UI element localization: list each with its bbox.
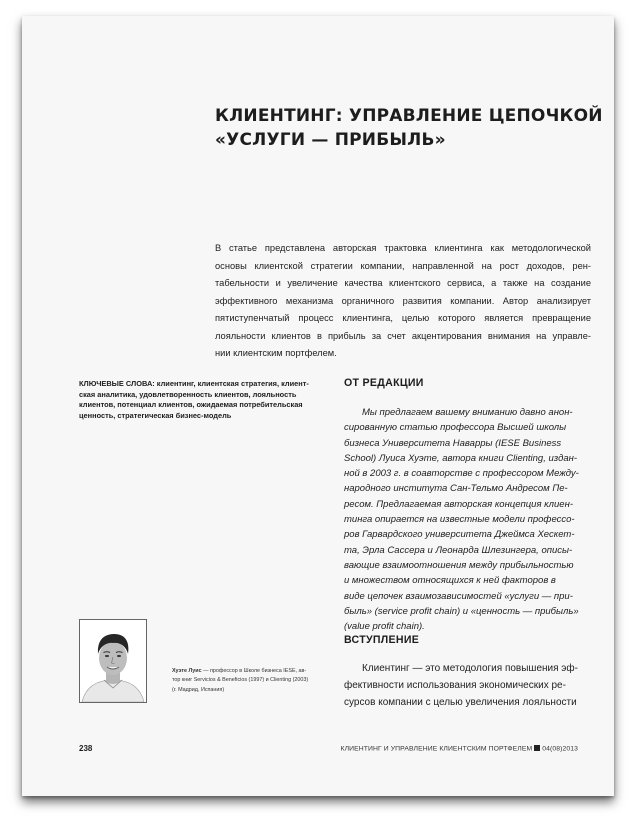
article-title-line: «УСЛУГИ — ПРИБЫЛЬ» bbox=[215, 130, 446, 150]
intro-line: Клиентинг — это методология повышения эф- bbox=[362, 663, 578, 674]
abstract-line: эффективного механизма органичного развития компании. Автор анализирует bbox=[215, 295, 591, 306]
editorial-line: быль» (service profit chain) и «ценность — прибыль» bbox=[344, 605, 579, 617]
keywords-line: КЛЮЧЕВЫЕ СЛОВА: клиентинг, клиентская стратегия, клиент- bbox=[79, 379, 309, 388]
author-portrait-icon bbox=[80, 620, 146, 702]
abstract-line: нии клиентским портфелем. bbox=[215, 348, 337, 358]
keywords-line: ская аналитика, удовлетворенность клиентов, лояльность bbox=[79, 389, 297, 399]
author-name: Хуэте Луис bbox=[172, 668, 202, 674]
author-caption-line bbox=[172, 667, 332, 676]
editorial-heading: ОТ РЕДАКЦИИ bbox=[344, 377, 424, 389]
editorial-line: народного института Сан-Тельмо Андресом Пе- bbox=[344, 483, 568, 495]
author-caption bbox=[172, 667, 332, 695]
keywords-block bbox=[79, 379, 319, 421]
intro-text bbox=[344, 660, 594, 712]
editorial-line: и множеством относящихся к ней факторов в bbox=[344, 575, 556, 587]
editorial-line: та, Эрла Сассера и Леонарда Шлезингера, описы- bbox=[344, 544, 573, 556]
article-title bbox=[215, 104, 603, 152]
abstract-line: пятиступенчатый процесс клиентинга, целью которого является превращение bbox=[215, 313, 591, 323]
keywords-line: клиентов, потенциал клиентов, ожидаемая потребительская bbox=[79, 400, 303, 410]
editorial-line: виде цепочек взаимозависимостей «услуги — при- bbox=[344, 590, 573, 602]
editorial-line: Мы предлагаем вашему вниманию давно анон- bbox=[362, 407, 573, 418]
editorial-line: School) Луиса Хуэте, автора книги Clienting, издан- bbox=[344, 452, 578, 464]
square-bullet-icon bbox=[534, 745, 540, 751]
editorial-line: сированную статью профессора Высшей школы bbox=[344, 422, 567, 434]
editorial-line: бизнеса Университета Наварры (IESE Business bbox=[344, 437, 562, 449]
editorial-line: тинга опирается на известные модели профессо- bbox=[344, 514, 575, 526]
abstract-line: основы клиентской стратегии компании, направленной на рост доходов, рен- bbox=[215, 260, 591, 271]
running-title: КЛИЕНТИНГ И УПРАВЛЕНИЕ КЛИЕНТСКИМ ПОРТФЕЛЕМ bbox=[340, 745, 533, 753]
editorial-text bbox=[344, 405, 590, 634]
editorial-line: (value profit chain). bbox=[344, 621, 425, 633]
abstract-line: В статье представлена авторская трактовка клиентинга как методологической bbox=[215, 243, 591, 253]
author-caption-line: тор книг Servicios & Beneficios (1997) и Clienting (2003) bbox=[172, 677, 309, 684]
page-number: 238 bbox=[79, 744, 93, 753]
article-title-line: КЛИЕНТИНГ: УПРАВЛЕНИЕ ЦЕПОЧКОЙ bbox=[215, 106, 603, 126]
running-footer bbox=[341, 745, 578, 753]
abstract-line: лояльности клиентов в прибыль за счет акцентирования внимания на управле- bbox=[215, 330, 591, 341]
editorial-line: ресом. Предлагаемая авторская концепция клиен- bbox=[344, 498, 573, 510]
abstract-line: табельности и увеличение качества клиентского сервиса, а также на создание bbox=[215, 278, 591, 288]
article-abstract bbox=[215, 240, 591, 363]
intro-line: сурсов компании с целью увеличения лояльности bbox=[344, 697, 577, 709]
editorial-line: ной в 2003 г. в соавторстве с профессором Между- bbox=[344, 468, 579, 480]
journal-page bbox=[22, 16, 614, 796]
intro-heading: ВСТУПЛЕНИЕ bbox=[344, 634, 420, 646]
issue-number: 04(08)2013 bbox=[542, 745, 578, 753]
intro-line: фективности использования экономических ре- bbox=[344, 680, 566, 692]
editorial-line: вающие взаимоотношения между прибыльностью bbox=[344, 559, 574, 571]
editorial-line: ров Гарвардского университета Джеймса Хескет- bbox=[344, 529, 575, 541]
keywords-line: ценность, стратегическая бизнес-модель bbox=[79, 410, 232, 420]
author-caption-text: — профессор в Школе бизнеса IESE, ав- bbox=[201, 668, 307, 674]
author-photo bbox=[79, 619, 147, 703]
author-caption-line: (г. Мадрид, Испания) bbox=[172, 686, 225, 693]
